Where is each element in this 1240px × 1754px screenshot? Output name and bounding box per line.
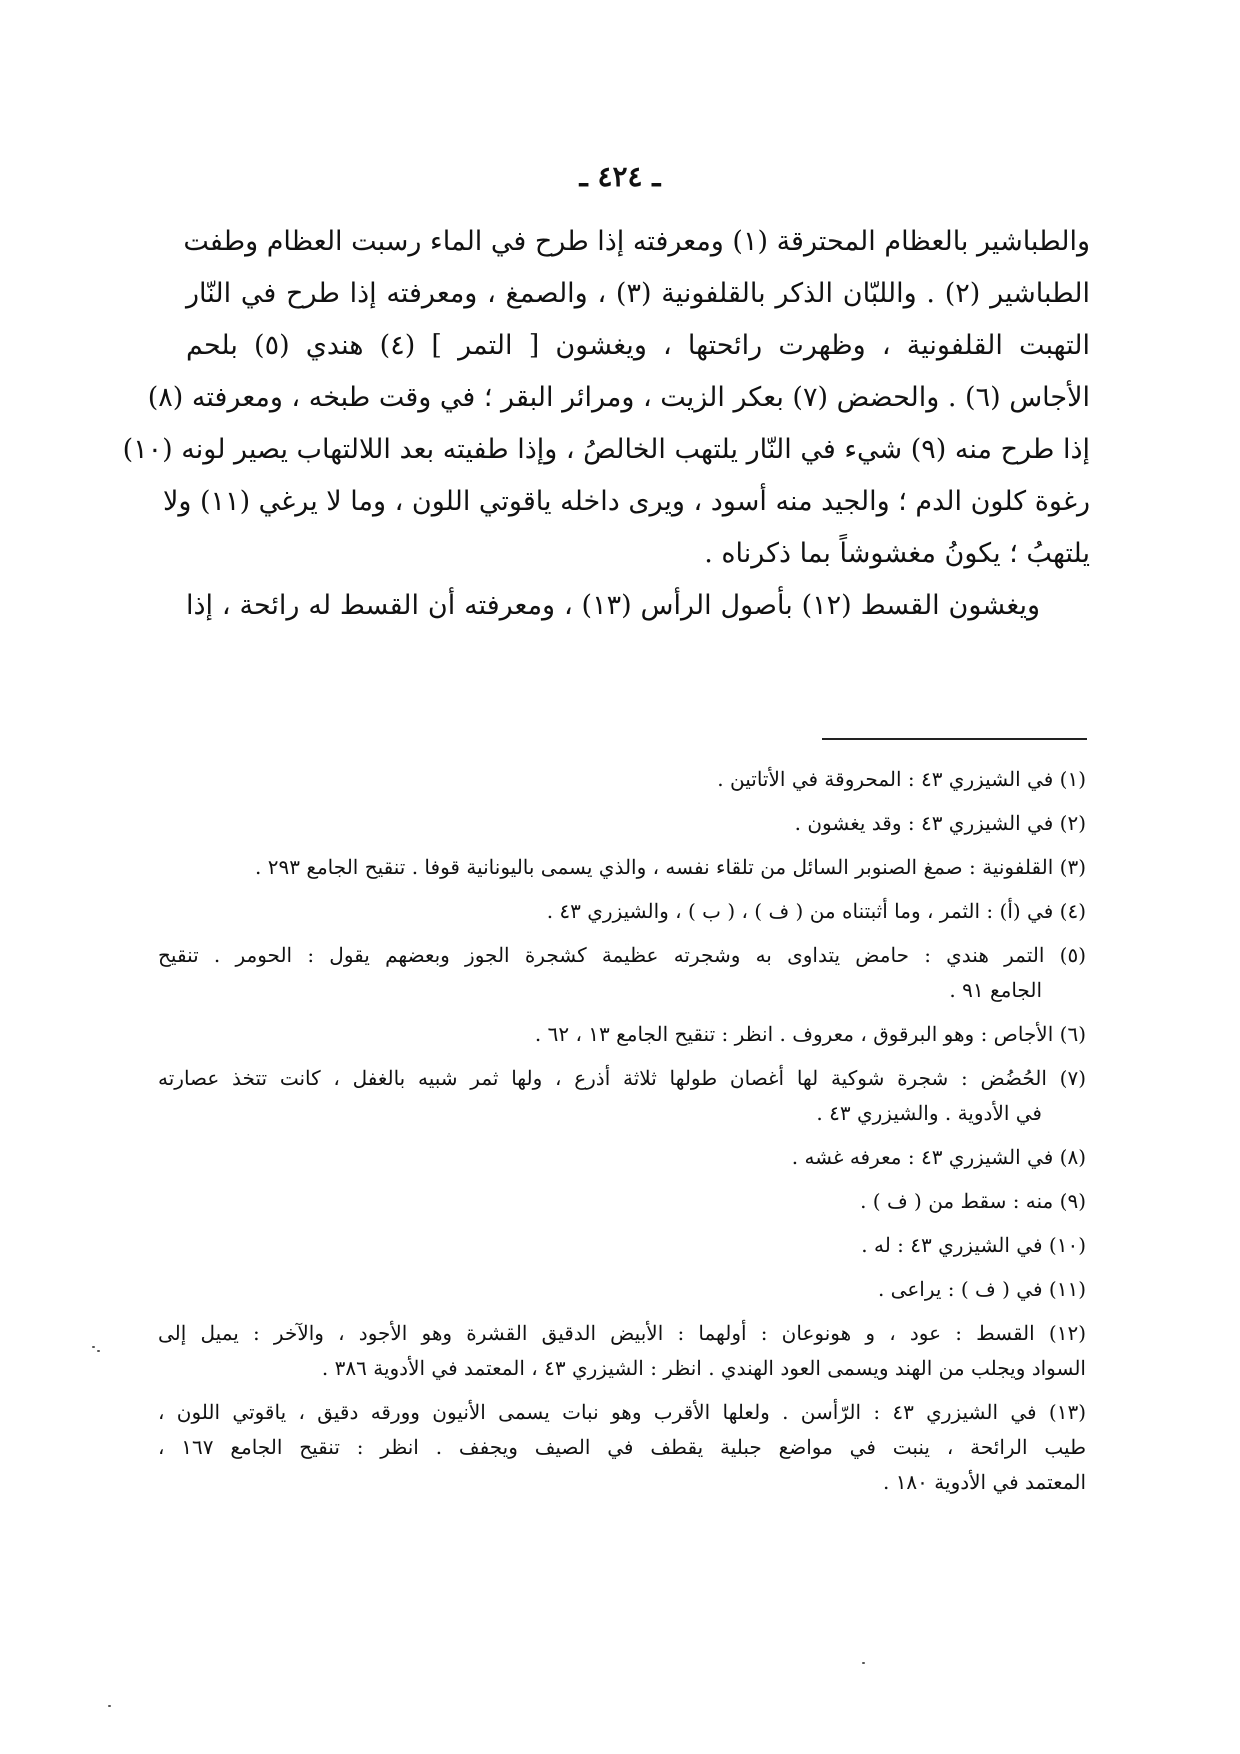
body-line: يلتهبُ ؛ يكونُ مغشوشاً بما ذكرناه . [704,538,1090,569]
footnote-line: (٩) منه : سقط من ( ف ) . [860,1189,1086,1213]
scan-speck [862,1662,865,1664]
scan-speck [108,1705,111,1707]
footnote-line: (٥) التمر هندي : حامض يتداوى به وشجرته عظيمة كشجرة الجوز وبعضهم يقول : الحومر . تنقيح [158,943,1086,967]
footnote-line: المعتمد في الأدوية ١٨٠ . [882,1470,1086,1494]
footnote-line: (٤) في (أ) : الثمر ، وما أثبتناه من ( ف ) ، ( ب ) ، والشيزري ٤٣ . [546,899,1086,923]
footnote-line: (٧) الحُضُض : شجرة شوكية لها أغصان طولها ثلاثة أذرع ، ولها ثمر شبيه بالغفل ، كانت تتخذ عصارته [158,1066,1086,1090]
footnote [158,938,1086,1008]
footnote-line: (١٠) في الشيزري ٤٣ : له . [861,1233,1086,1257]
footnote-line: في الأدوية . والشيزري ٤٣ . [816,1101,1042,1125]
footnote-line: (١١) في ( ف ) : يراعى . [877,1277,1086,1301]
body-line: الأجاس (٦) . والحضض (٧) بعكر الزيت ، ومرائر البقر ؛ في وقت طبخه ، ومعرفته (٨) [147,382,1090,413]
body-line: التهبت القلفونية ، وظهرت رائحتها ، ويغشون [ التمر ] (٤) هندي (٥) بلحم [186,330,1090,361]
footnote-line: (٦) الأجاص : وهو البرقوق ، معروف . انظر : تنقيح الجامع ١٣ ، ٦٢ . [534,1022,1086,1046]
body-line: الطباشير (٢) . واللبّان الذكر بالقلفونية (٣) ، والصمغ ، ومعرفته إذا طرح في النّار [186,278,1090,309]
footnote-line: السواد ويجلب من الهند ويسمى العود الهندي . انظر : الشيزري ٤٣ ، المعتمد في الأدوية ٣٨٦ . [321,1356,1086,1380]
body-line: والطباشير بالعظام المحترقة (١) ومعرفته إذا طرح في الماء رسبت العظام وطفت [183,226,1090,257]
footnote [158,850,1086,885]
footnote [158,1316,1086,1386]
footnote [158,1272,1086,1307]
body-line: رغوة كلون الدم ؛ والجيد منه أسود ، ويرى داخله ياقوتي اللون ، وما لا يرغي (١١) ولا [162,486,1090,517]
footnote-line: (٣) القلفونية : صمغ الصنوبر السائل من تلقاء نفسه ، والذي يسمى باليونانية قوفا . تنقيح الجامع ٢٩٣ . [255,855,1086,879]
main-text [122,216,1090,632]
footnote [158,1061,1086,1131]
footnote [158,762,1086,797]
scan-speck [97,1350,100,1352]
footnote [158,1184,1086,1219]
body-line: ويغشون القسط (١٢) بأصول الرأس (١٣) ، ومعرفته أن القسط له رائحة ، إذا [186,590,1040,621]
footnote-line: (٢) في الشيزري ٤٣ : وقد يغشون . [794,811,1086,835]
footnote-line: (٨) في الشيزري ٤٣ : معرفه غشه . [791,1145,1086,1169]
footnote-line: طيب الرائحة ، ينبت في مواضع جبلية يقطف في الصيف ويجفف . انظر : تنقيح الجامع ١٦٧ ، [158,1435,1087,1459]
footnote-separator [822,738,1087,740]
footnote-line: (١٣) في الشيزري ٤٣ : الرّأسن . ولعلها الأقرب وهو نبات يسمى الأنيون وورقه دقيق ، ياقوتي اللون ، [158,1400,1086,1424]
footnote [158,806,1086,841]
footnote-line: (١٢) القسط : عود ، و هونوعان : أولهما : الأبيض الدقيق القشرة وهو الأجود ، والآخر : يميل إلى [158,1321,1086,1345]
footnote [158,894,1086,929]
body-line: إذا طرح منه (٩) شيء في النّار يلتهب الخالصُ ، وإذا طفيته بعد اللالتهاب يصير لونه (١٠) [122,434,1090,465]
footnote [158,1228,1086,1263]
page-number: ـ ٤٢٤ ـ [579,160,661,193]
footnote [158,1395,1086,1500]
footnote [158,1017,1086,1052]
scan-speck [92,1346,95,1348]
footnote [158,1140,1086,1175]
footnote-line: (١) في الشيزري ٤٣ : المحروقة في الأتاتين . [717,767,1086,791]
footnotes [158,762,1086,1509]
footnote-line: الجامع ٩١ . [949,978,1042,1002]
